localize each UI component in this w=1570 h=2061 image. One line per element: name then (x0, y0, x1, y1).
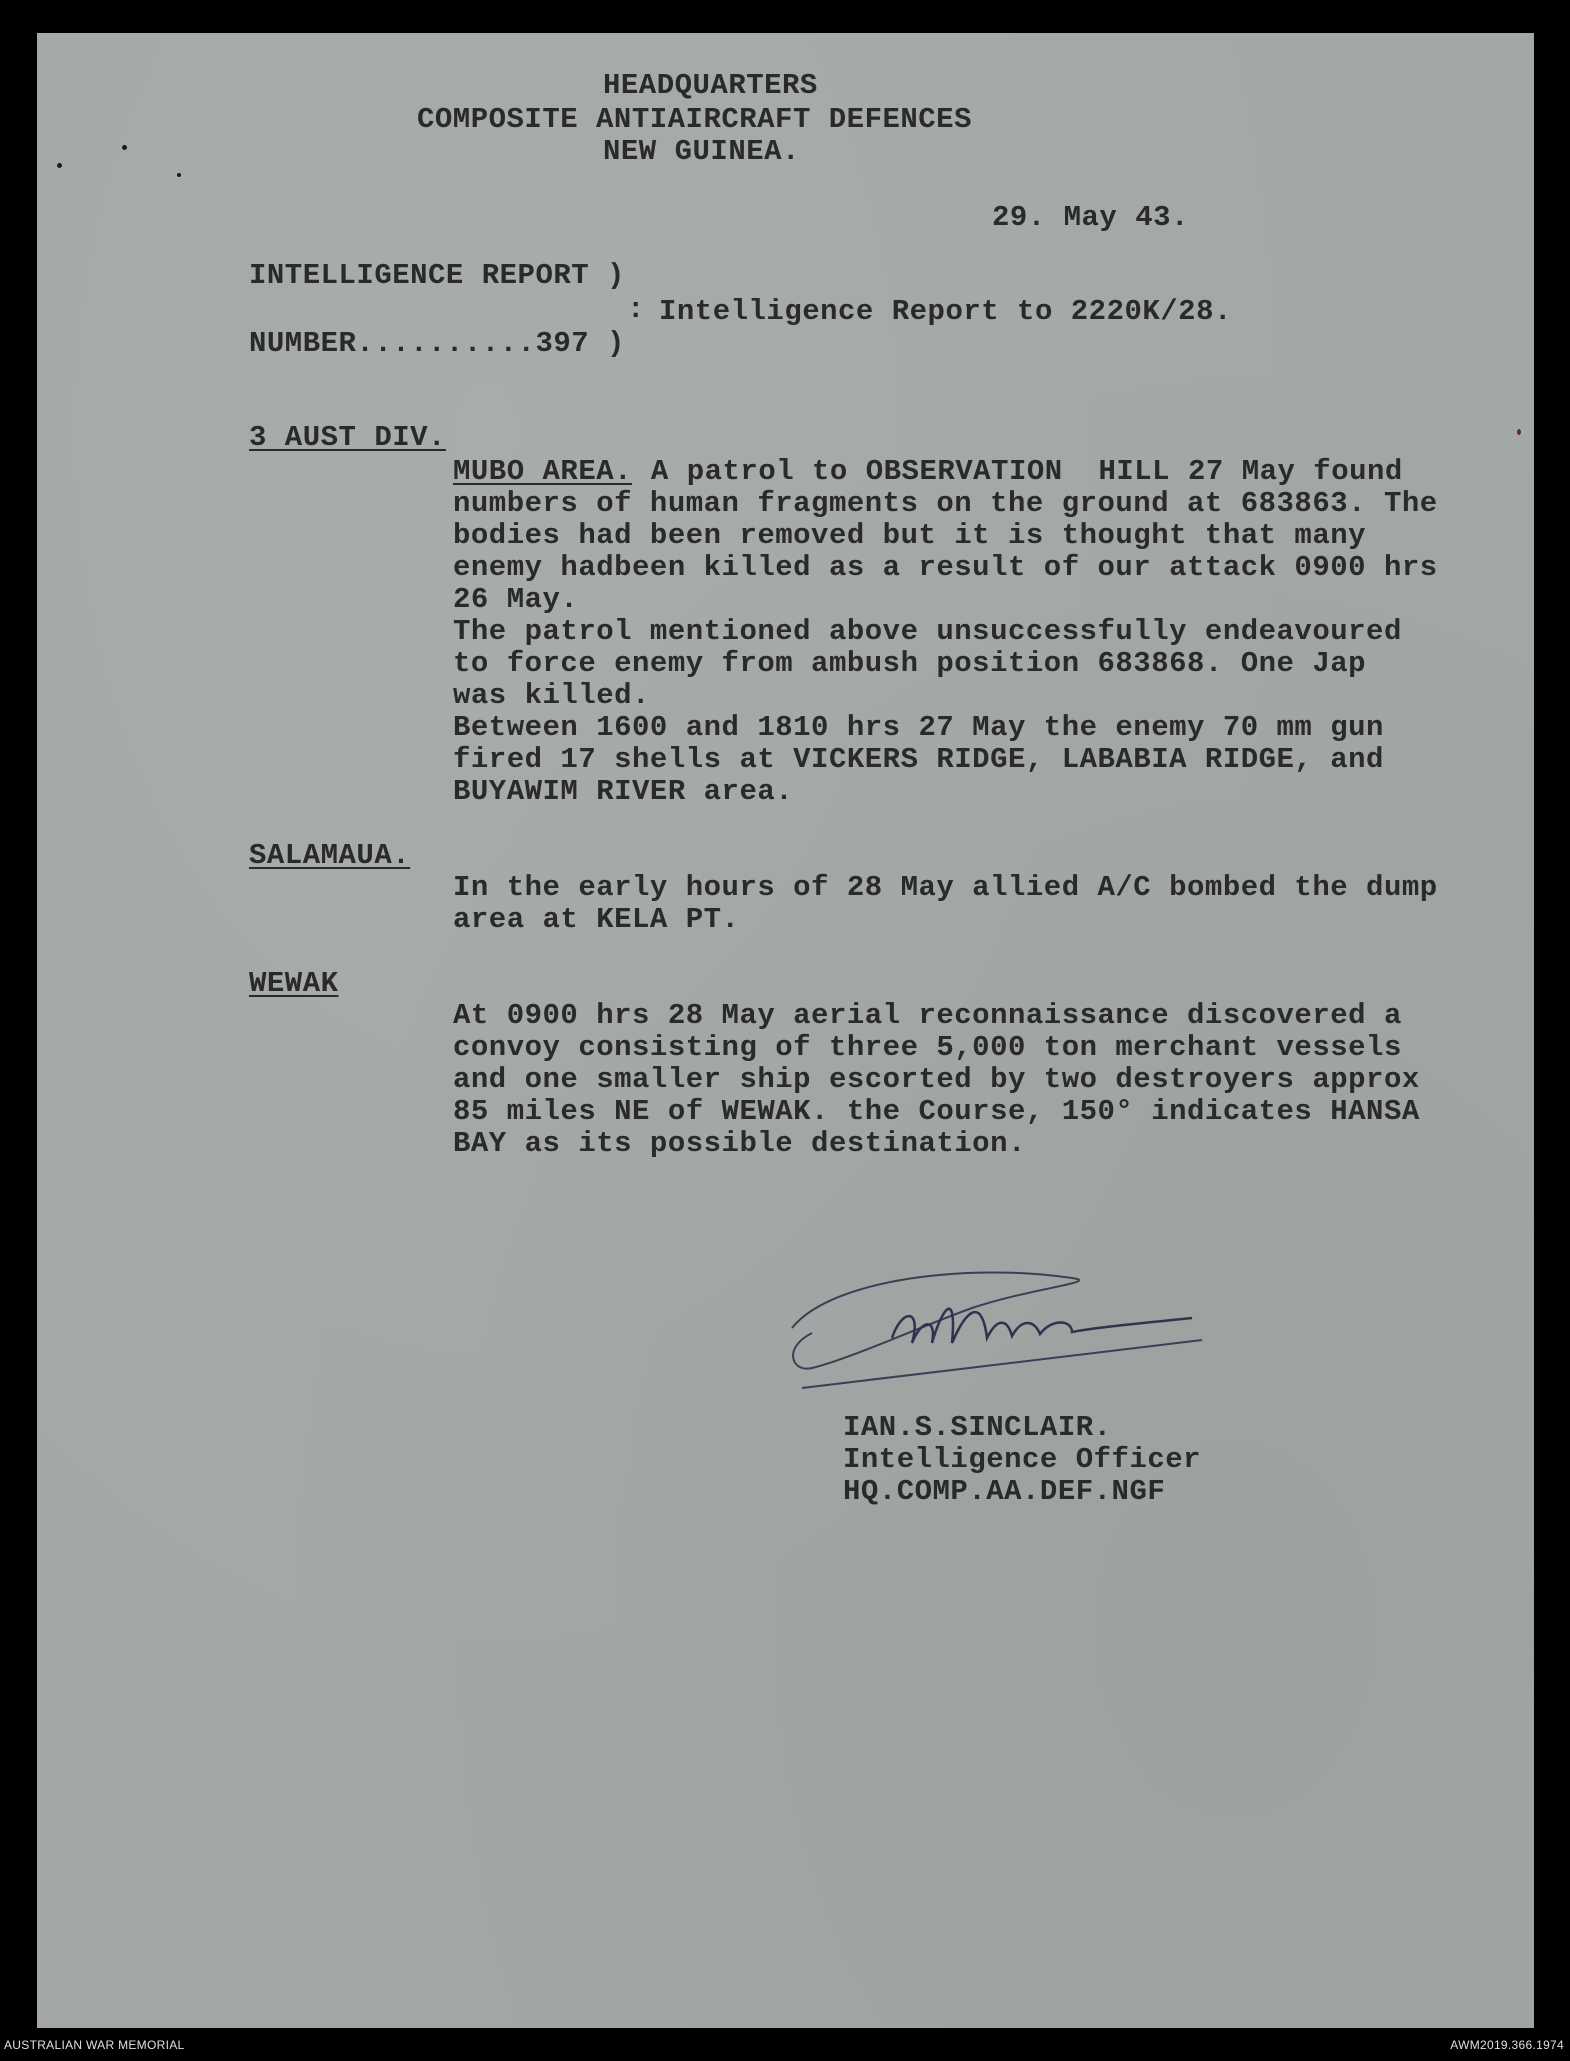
signatory-unit: HQ.COMP.AA.DEF.NGF (843, 1475, 1166, 1508)
body-line: In the early hours of 28 May allied A/C bombed the dump (453, 871, 1438, 904)
footer-reference: AWM2019.366.1974 (1450, 2038, 1564, 2052)
body-line: to force enemy from ambush position 683868. One Jap (453, 647, 1367, 680)
body-line: BUYAWIM RIVER area. (453, 775, 794, 808)
report-colon: : (627, 293, 645, 326)
footer-credit: AUSTRALIAN WAR MEMORIAL (4, 2038, 185, 2052)
body-line: enemy hadbeen killed as a result of our attack 0900 hrs (453, 551, 1438, 584)
report-date: 29. May 43. (992, 201, 1189, 234)
margin-mark (122, 145, 127, 150)
body-line: BAY as its possible destination. (453, 1127, 1026, 1160)
subheading-mubo-area: MUBO AREA. (453, 455, 633, 488)
body-line: Between 1600 and 1810 hrs 27 May the enemy 70 mm gun (453, 711, 1384, 744)
body-line: fired 17 shells at VICKERS RIDGE, LABABIA RIDGE, and (453, 743, 1384, 776)
margin-mark (177, 173, 181, 177)
body-line: At 0900 hrs 28 May aerial reconnaissance discovered a (453, 999, 1402, 1032)
body-line: numbers of human fragments on the ground at 683863. The (453, 487, 1438, 520)
body-line: bodies had been removed but it is thought that many (453, 519, 1367, 552)
body-line: area at KELA PT. (453, 903, 740, 936)
section-heading-wewak: WEWAK (249, 967, 339, 1000)
section-heading-salamaua: SALAMAUA. (249, 839, 411, 872)
header-line-2: COMPOSITE ANTIAIRCRAFT DEFENCES (417, 103, 972, 136)
body-line: 26 May. (453, 583, 579, 616)
signatory-name: IAN.S.SINCLAIR. (843, 1411, 1112, 1444)
body-line: was killed. (453, 679, 650, 712)
report-subject: Intelligence Report to 2220K/28. (659, 295, 1232, 328)
report-label: INTELLIGENCE REPORT ) (249, 259, 625, 292)
handwritten-signature (772, 1248, 1292, 1418)
body-line: 85 miles NE of WEWAK. the Course, 150° indicates HANSA (453, 1095, 1420, 1128)
signatory-title: Intelligence Officer (843, 1443, 1202, 1476)
report-number: NUMBER..........397 ) (249, 327, 625, 360)
body-line: A patrol to OBSERVATION HILL 27 May found (633, 455, 1403, 488)
margin-mark (57, 163, 62, 168)
header-line-3: NEW GUINEA. (603, 135, 800, 168)
document-page (37, 33, 1534, 2028)
section-heading-3-aust-div: 3 AUST DIV. (249, 421, 446, 454)
header-line-1: HEADQUARTERS (603, 69, 818, 102)
body-line: The patrol mentioned above unsuccessfully endeavoured (453, 615, 1402, 648)
body-line: and one smaller ship escorted by two destroyers approx (453, 1063, 1420, 1096)
margin-mark (1517, 429, 1521, 435)
body-line: convoy consisting of three 5,000 ton merchant vessels (453, 1031, 1402, 1064)
